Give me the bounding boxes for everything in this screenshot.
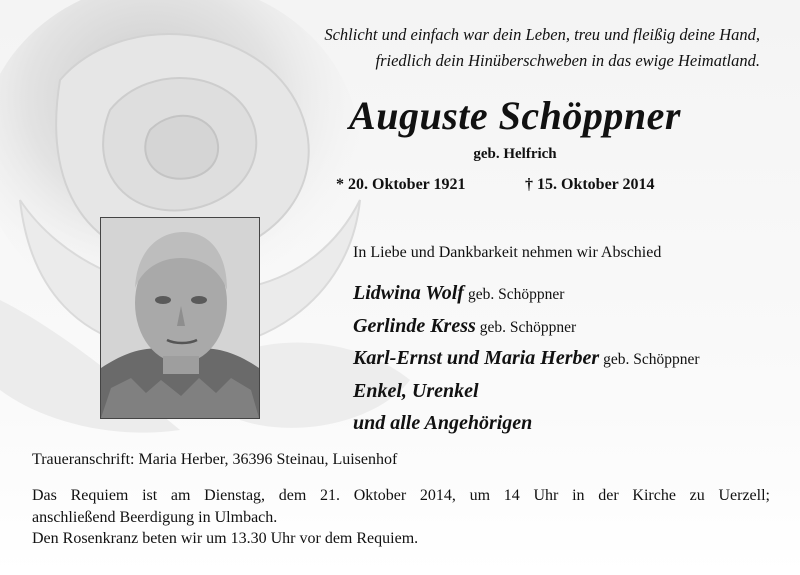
mourner-name: Lidwina Wolf bbox=[353, 282, 464, 304]
birth-date: * 20. Oktober 1921 bbox=[336, 176, 466, 193]
mourners-list bbox=[353, 278, 700, 441]
mourner-name: Karl-Ernst und Maria Herber bbox=[353, 347, 600, 369]
mourner-name: Enkel, Urenkel bbox=[353, 379, 479, 402]
verse bbox=[200, 22, 760, 74]
maiden-name: geb. Helfrich bbox=[473, 146, 557, 162]
rosary-line: Den Rosenkranz beten wir um 13.30 Uhr vor dem Requiem. bbox=[32, 530, 419, 547]
mourner-maiden-note: geb. Schöppner bbox=[603, 351, 700, 368]
farewell-intro: In Liebe und Dankbarkeit nehmen wir Abschied bbox=[353, 244, 662, 261]
verse-line: Schlicht und einfach war dein Leben, treu und fleißig deine Hand, bbox=[324, 25, 760, 44]
mourner-entry bbox=[353, 278, 700, 311]
requiem-line: Das Requiem ist am Dienstag, dem 21. Oktober 2014, um 14 Uhr in der Kirche zu Uerzell; bbox=[32, 487, 770, 504]
portrait-image bbox=[101, 218, 259, 418]
mourner-entry bbox=[353, 408, 700, 441]
mourner-entry bbox=[353, 311, 700, 344]
death-date: † 15. Oktober 2014 bbox=[525, 176, 655, 193]
burial-line: anschließend Beerdigung in Ulmbach. bbox=[32, 508, 278, 526]
mourner-maiden-note: geb. Schöppner bbox=[467, 286, 565, 303]
mourner-maiden-note: geb. Schöppner bbox=[479, 318, 577, 336]
mourner-name: und alle Angehörigen bbox=[353, 412, 533, 434]
mourner-entry bbox=[353, 343, 700, 376]
verse-line: friedlich dein Hinüberschweben in das ewige Heimatland. bbox=[375, 51, 760, 70]
mourner-entry bbox=[353, 376, 700, 409]
mourning-address: Traueranschrift: Maria Herber, 36396 Steinau, Luisenhof bbox=[32, 451, 398, 468]
mourner-name: Gerlinde Kress bbox=[353, 314, 476, 337]
portrait-photo bbox=[100, 217, 260, 419]
requiem-info bbox=[32, 485, 770, 550]
deceased-name: Auguste Schöppner bbox=[349, 93, 681, 138]
